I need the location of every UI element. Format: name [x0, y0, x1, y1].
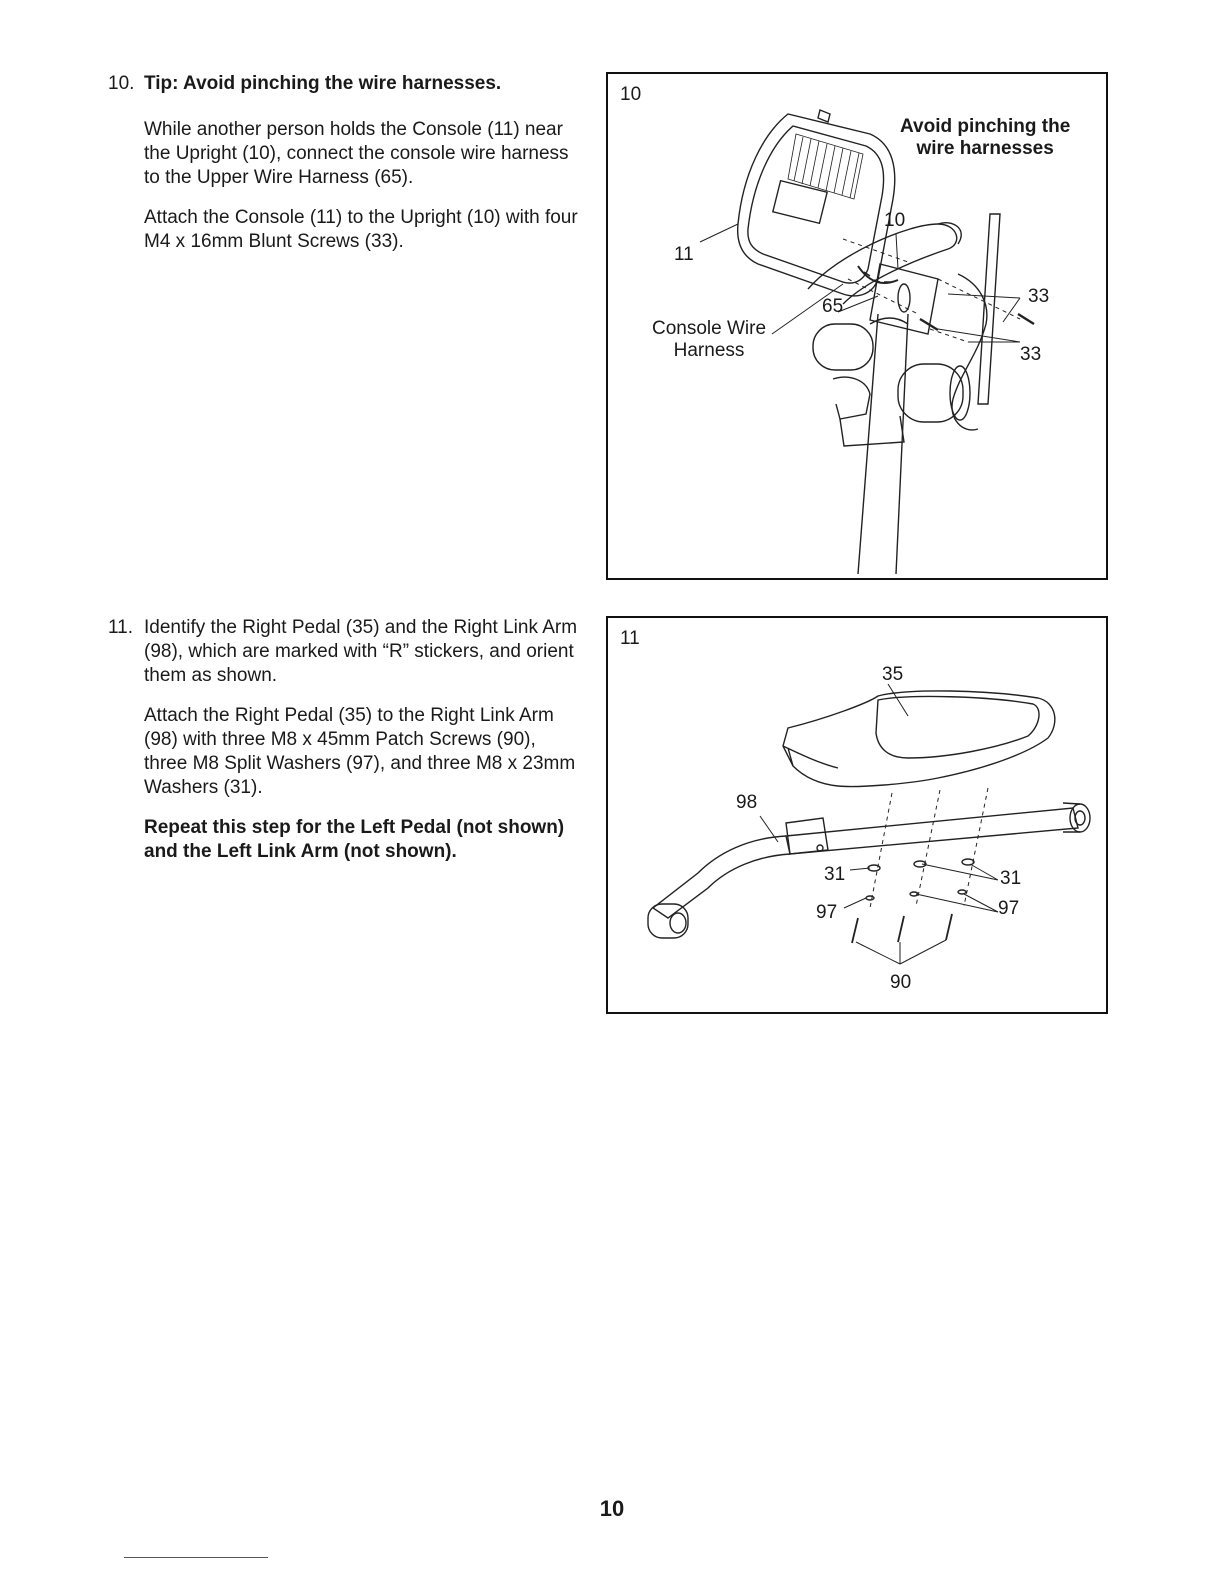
step-instruction: While another person holds the Console (11) near the Upright (10), connect the console wire harness to the Upper Wire Harness (65). [144, 119, 569, 188]
page-number: 10 [599, 1496, 625, 1521]
step-repeat-note: Repeat this step for the Left Pedal (not shown) and the Left Link Arm (not shown). [144, 817, 565, 862]
part-label-upright-10: 10 [884, 210, 906, 231]
figure-10-console-assembly [606, 72, 1108, 580]
part-label-screw-33: 33 [1028, 286, 1050, 307]
part-label-screw-33: 33 [1020, 344, 1042, 365]
figure-number: 11 [620, 628, 640, 649]
figure-number: 10 [620, 84, 642, 105]
step-instruction: Identify the Right Pedal (35) and the Right Link Arm (98), which are marked with “R” stickers, and orient them as shown. [144, 617, 578, 686]
part-label-link-arm-98: 98 [736, 792, 758, 813]
part-label-harness-65: 65 [822, 296, 844, 317]
part-label-split-washer-97: 97 [998, 898, 1020, 919]
console-wire-label-line2: Harness [673, 340, 745, 361]
warning-note-line1: Avoid pinching the [900, 116, 1071, 137]
warning-note [900, 116, 1070, 160]
step-10 [108, 72, 578, 270]
pedal-link-arm-illustration [608, 618, 1106, 1012]
console-wire-harness-label [652, 318, 766, 362]
part-label-split-washer-97: 97 [816, 902, 838, 923]
part-label-pedal-35: 35 [882, 664, 904, 685]
footer-link-underline [124, 1557, 268, 1558]
step-number: 10. [108, 73, 135, 94]
warning-note-line2: wire harnesses [916, 138, 1054, 159]
part-label-console-11: 11 [674, 244, 694, 265]
part-label-washer-31: 31 [1000, 868, 1022, 889]
step-instruction: Attach the Console (11) to the Upright (10) with four M4 x 16mm Blunt Screws (33). [144, 207, 578, 252]
step-tip: Tip: Avoid pinching the wire harnesses. [144, 73, 502, 94]
step-instruction: Attach the Right Pedal (35) to the Right Link Arm (98) with three M8 x 45mm Patch Screws (90), three M8 Split Washers (97), and three M8 x 23mm Washers (31). [144, 705, 576, 798]
console-wire-label-line1: Console Wire [652, 318, 767, 339]
step-11 [108, 616, 578, 880]
step-number: 11. [108, 617, 134, 638]
part-label-patch-screw-90: 90 [890, 972, 912, 993]
part-label-washer-31: 31 [824, 864, 846, 885]
figure-11-pedal-assembly [606, 616, 1108, 1014]
